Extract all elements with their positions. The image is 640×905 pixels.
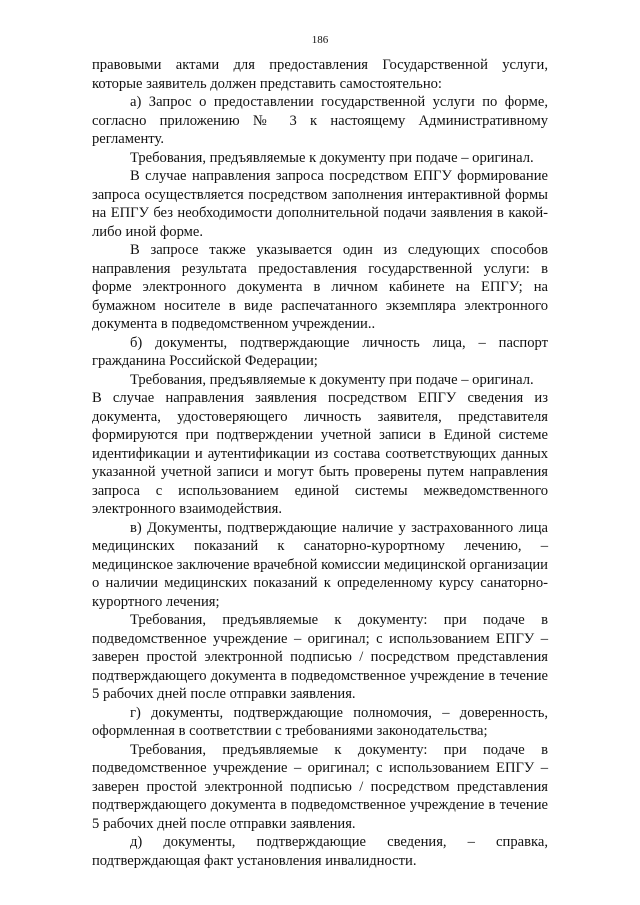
paragraph-requirements-b: Требования, предъявляемые к документу при подаче – оригинал. [130, 371, 534, 388]
paragraph-item-v: в) Документы, подтверждающие наличие у застрахованного лица медицинских показаний к санаторно-курортному лечению, – медицинское заключение врачебной комиссии медицинской организации о наличии медицинских показаний к определенному курсу санаторно-курортного лечения; [92, 519, 548, 610]
document-body [92, 56, 548, 870]
paragraph-item-g: г) документы, подтверждающие полномочия, – доверенность, оформленная в соответствии с требованиями законодательства; [92, 704, 548, 739]
paragraph-item-d: д) документы, подтверждающие сведения, – справка, подтверждающая факт установления инвалидности. [92, 834, 548, 869]
paragraph-requirements-v: Требования, предъявляемые к документу: при подаче в подведомственное учреждение – оригинал; с использованием ЕПГУ – заверен простой электронной подписью / посредством представления подтверждающего документа в подведомственное учреждение в течение 5 рабочих дней после отправки заявления. [92, 612, 548, 702]
paragraph-item-a: а) Запрос о предоставлении государственной услуги по форме, согласно приложению № 3 к настоящему Административному регламенту. [92, 94, 548, 147]
paragraph-epgu-request: В случае направления запроса посредством ЕПГУ формирование запроса осуществляется посредством заполнения интерактивной формы на ЕПГУ без необходимости дополнительной подачи заявления в какой-либо иной форме. [92, 168, 548, 240]
paragraph-requirements-g: Требования, предъявляемые к документу: при подаче в подведомственное учреждение – оригинал; с использованием ЕПГУ – заверен простой электронной подписью / посредством представления подтверждающего документа в подведомственное учреждение в течение 5 рабочих дней после отправки заявления. [92, 741, 548, 832]
paragraph-result-methods: В запросе также указывается один из следующих способов направления результата предоставления государственной услуги: в форме электронного документа в личном кабинете на ЕПГУ; на бумажном носителе в виде распечатанного экземпляра электронного документа в подведомственном учреждении.. [92, 242, 548, 332]
paragraph-epgu-identity: В случае направления заявления посредством ЕПГУ сведения из документа, удостоверяющего личность заявителя, представителя формируются при подтверждении учетной записи в Единой системе идентификации и аутентификации из состава соответствующих данных указанной учетной записи и могут быть проверены путем направления запроса с использованием единой системы межведомственного электронного взаимодействия. [92, 390, 548, 517]
paragraph-item-b: б) документы, подтверждающие личность лица, – паспорт гражданина Российской Федерации; [92, 334, 548, 369]
paragraph-requirements-a: Требования, предъявляемые к документу при подаче – оригинал. [130, 149, 534, 166]
paragraph-intro: правовыми актами для предоставления Государственной услуги, которые заявитель должен представить самостоятельно: [92, 57, 548, 92]
page-number: 186 [311, 34, 329, 46]
